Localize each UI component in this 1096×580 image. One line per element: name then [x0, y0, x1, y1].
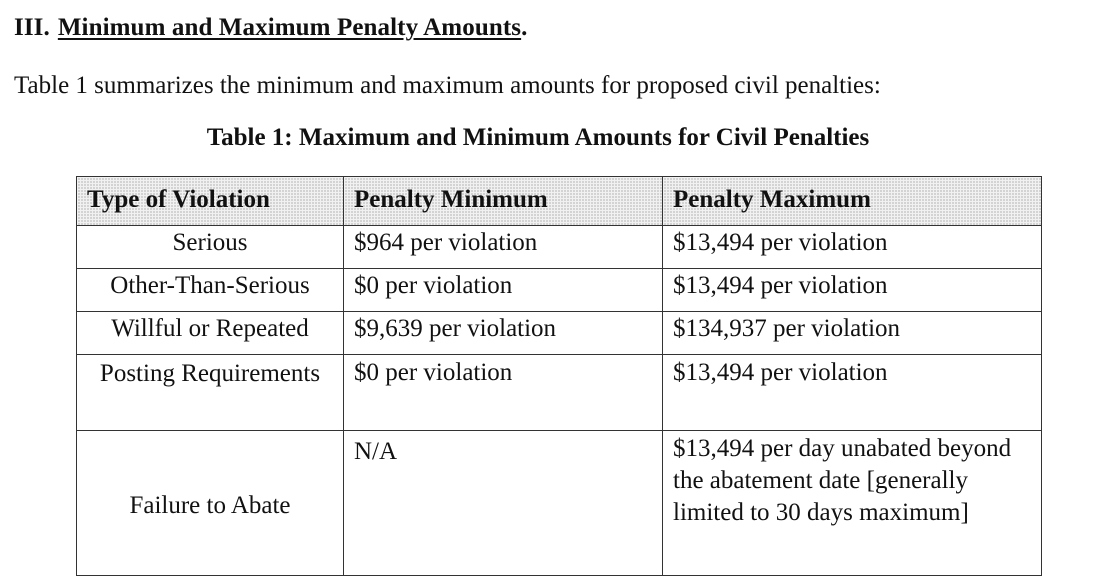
violation-type-cell: Failure to Abate [77, 431, 344, 576]
table-row [77, 355, 1042, 431]
violation-type-cell: Willful or Repeated [77, 312, 344, 355]
table-row [77, 431, 1042, 576]
penalty-maximum-cell: $13,494 per violation [663, 355, 1042, 431]
header-penalty-maximum: Penalty Maximum [663, 177, 1042, 226]
penalty-minimum-cell: $9,639 per violation [344, 312, 663, 355]
section-title-period: . [521, 14, 528, 41]
section-title: Minimum and Maximum Penalty Amounts [57, 14, 522, 41]
penalty-table [76, 176, 1042, 576]
penalty-maximum-cell: $13,494 per violation [663, 226, 1042, 269]
penalty-maximum-cell: $13,494 per day unabated beyond the abatement date [generally limited to 30 days maximum] [663, 431, 1042, 576]
header-type-of-violation: Type of Violation [77, 177, 344, 226]
penalty-maximum-cell: $13,494 per violation [663, 269, 1042, 312]
intro-paragraph: Table 1 summarizes the minimum and maximum amounts for proposed civil penalties: [14, 72, 881, 99]
penalty-minimum-cell: $0 per violation [344, 355, 663, 431]
table-caption: Table 1: Maximum and Minimum Amounts for Civil Penalties [206, 124, 870, 151]
violation-type-cell: Posting Requirements [77, 355, 344, 431]
penalty-maximum-cell: $134,937 per violation [663, 312, 1042, 355]
table-row [77, 226, 1042, 269]
violation-type-cell: Serious [77, 226, 344, 269]
header-penalty-minimum: Penalty Minimum [344, 177, 663, 226]
section-number: III. [14, 14, 50, 41]
penalty-minimum-cell: $0 per violation [344, 269, 663, 312]
section-heading [14, 14, 527, 42]
table-row [77, 312, 1042, 355]
violation-type-cell: Other-Than-Serious [77, 269, 344, 312]
table-row [77, 269, 1042, 312]
penalty-minimum-cell: N/A [344, 431, 663, 576]
penalty-minimum-cell: $964 per violation [344, 226, 663, 269]
table-header-row [77, 177, 1042, 226]
